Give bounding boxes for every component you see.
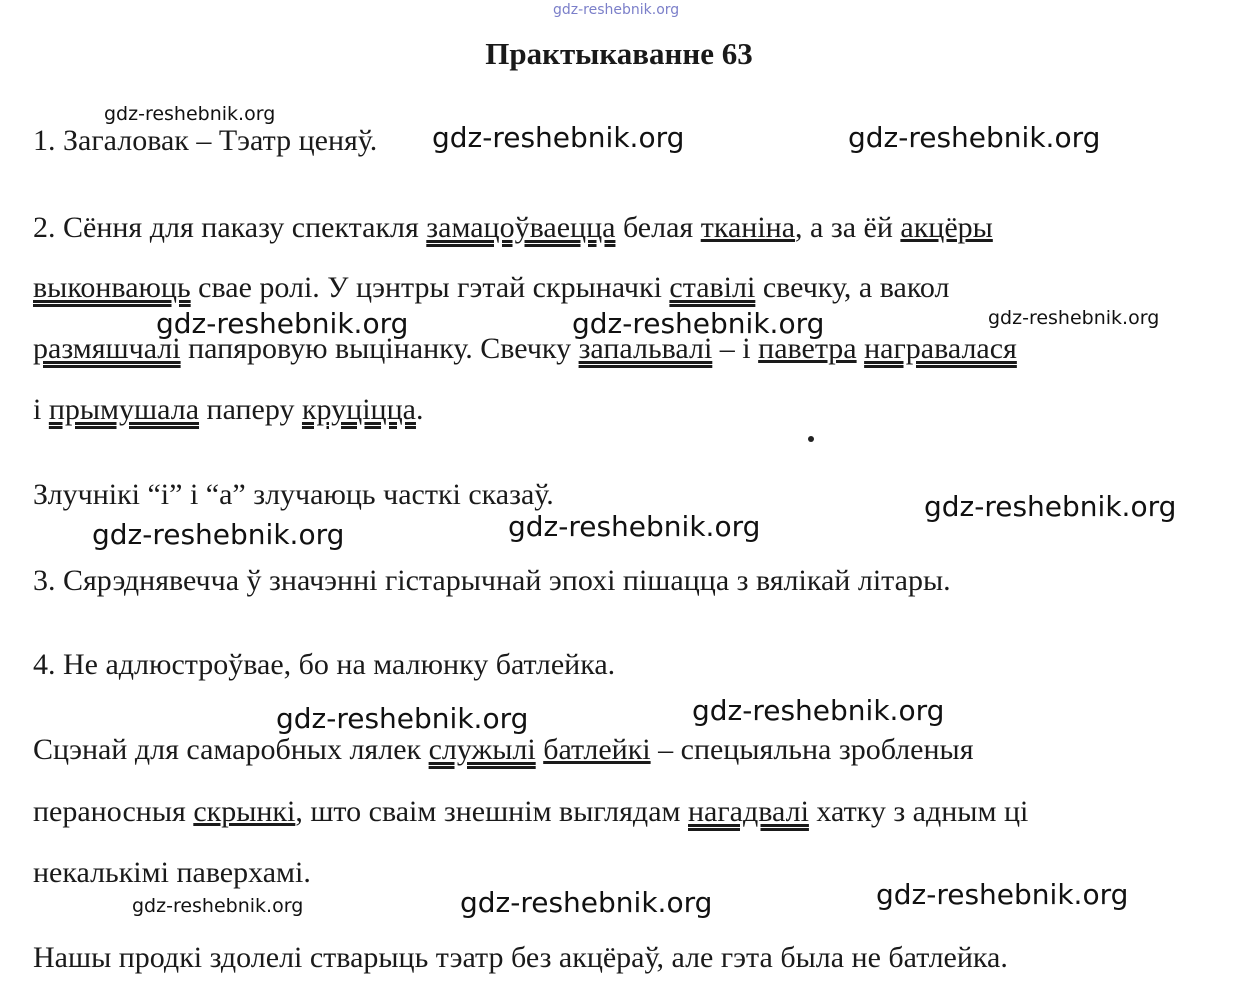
watermark: gdz-reshebnik.org bbox=[276, 702, 529, 735]
paragraph-2-line-2 bbox=[33, 270, 949, 306]
subject: скрынкі bbox=[193, 795, 296, 828]
text: , а за ёй bbox=[795, 211, 901, 244]
watermark: gdz-reshebnik.org bbox=[848, 121, 1101, 154]
paragraph-3: 3. Сярэднявечча ў значэнні гістарычнай эпохі пішацца з вялікай літары. bbox=[33, 564, 951, 597]
watermark: gdz-reshebnik.org bbox=[692, 694, 945, 727]
paragraph-5-line-2 bbox=[33, 794, 1028, 830]
predicate: замацоўваецца bbox=[426, 211, 616, 244]
text: пераносныя bbox=[33, 795, 194, 828]
watermark: gdz-reshebnik.org bbox=[553, 2, 680, 18]
watermark: gdz-reshebnik.org bbox=[460, 886, 713, 919]
text: – спецыяльна зробленыя bbox=[650, 733, 974, 766]
text: і bbox=[33, 393, 49, 426]
text: папяровую выцінанку. Свечку bbox=[180, 332, 579, 365]
subject: тканіна bbox=[700, 211, 796, 244]
predicate: запальвалі bbox=[578, 332, 713, 365]
predicate: служылі bbox=[428, 733, 536, 766]
paragraph-2-line-4 bbox=[33, 392, 423, 428]
paragraph-2-line-1 bbox=[33, 210, 993, 246]
predicate: круціцца bbox=[301, 393, 416, 426]
text: хатку з адным ці bbox=[808, 795, 1029, 828]
text: Сцэнай для самаробных лялек bbox=[33, 733, 429, 766]
ink-dot bbox=[808, 436, 814, 442]
text: свечку, а вакол bbox=[755, 271, 950, 304]
paragraph-5-line-1 bbox=[33, 732, 974, 768]
predicate: нагадвалі bbox=[688, 795, 809, 828]
paragraph-5-line-3: некалькімі паверхамі. bbox=[33, 856, 311, 889]
predicate: прымушала bbox=[48, 393, 200, 426]
predicate: выконваюць bbox=[33, 271, 191, 304]
watermark: gdz-reshebnik.org bbox=[132, 895, 304, 917]
text: – і bbox=[712, 332, 759, 365]
paragraph-2-note: Злучнікі “і” і “а” злучаюць часткі сказаў. bbox=[33, 478, 554, 511]
text: свае ролі. У цэнтры гэтай скрыначкі bbox=[190, 271, 670, 304]
watermark: gdz-reshebnik.org bbox=[156, 307, 409, 340]
text: паперу bbox=[199, 393, 302, 426]
page-title: Практыкаванне 63 bbox=[485, 36, 753, 71]
watermark: gdz-reshebnik.org bbox=[432, 121, 685, 154]
watermark: gdz-reshebnik.org bbox=[92, 518, 345, 551]
watermark: gdz-reshebnik.org bbox=[572, 307, 825, 340]
predicate: размяшчалі bbox=[33, 332, 181, 365]
paragraph-1: 1. Загаловак – Тэатр ценяў. bbox=[33, 124, 378, 157]
watermark: gdz-reshebnik.org bbox=[988, 307, 1160, 329]
subject: паветра bbox=[758, 332, 857, 365]
text: . bbox=[415, 393, 424, 426]
text: белая bbox=[615, 211, 701, 244]
text: , што сваім знешнім выглядам bbox=[295, 795, 688, 828]
watermark: gdz-reshebnik.org bbox=[924, 490, 1177, 523]
predicate: награвалася bbox=[864, 332, 1017, 365]
watermark: gdz-reshebnik.org bbox=[876, 878, 1129, 911]
text: 2. Сёння для паказу спектакля bbox=[33, 211, 427, 244]
paragraph-4: 4. Не адлюстроўвае, бо на малюнку батлейка. bbox=[33, 648, 616, 681]
subject: акцёры bbox=[900, 211, 993, 244]
paragraph-6: Нашы продкі здолелі стварыць тэатр без акцёраў, але гэта была не батлейка. bbox=[33, 941, 1008, 974]
predicate: ставілі bbox=[669, 271, 756, 304]
watermark: gdz-reshebnik.org bbox=[508, 510, 761, 543]
subject: батлейкі bbox=[543, 733, 651, 766]
text bbox=[857, 332, 865, 365]
watermark: gdz-reshebnik.org bbox=[104, 103, 276, 125]
